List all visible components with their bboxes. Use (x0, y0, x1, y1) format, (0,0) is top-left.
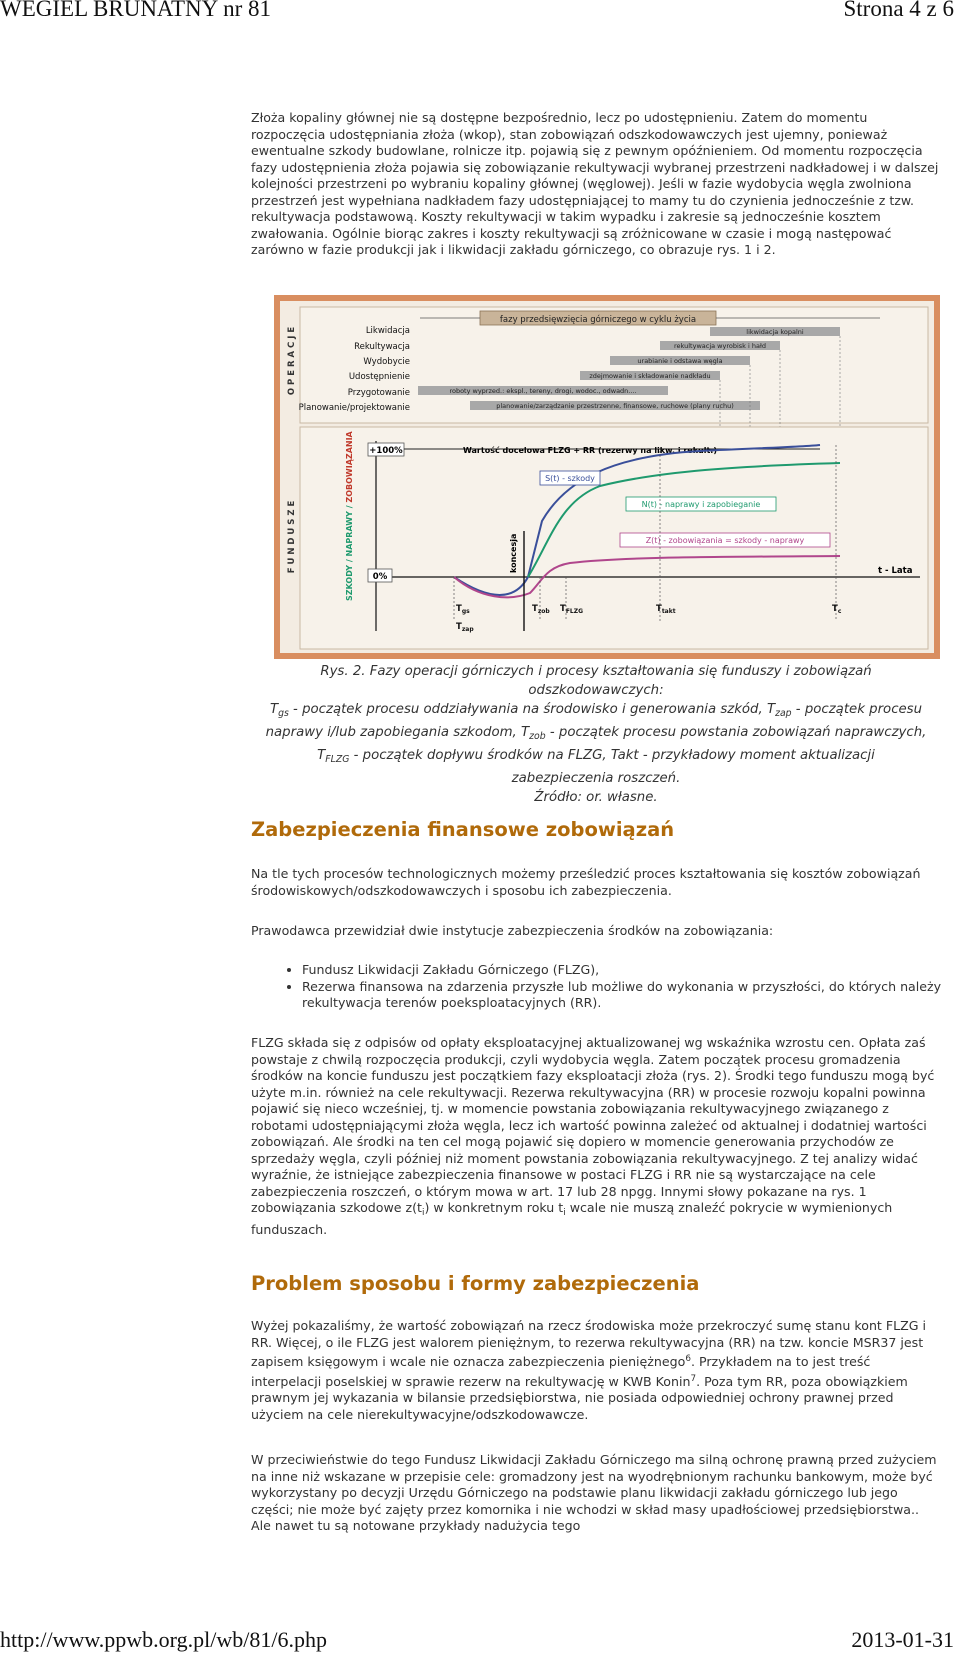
t-gs-label: $T_{gs}$ (456, 604, 470, 615)
phases-banner: fazy przedsięwzięcia górniczego w cyklu życia (499, 315, 697, 325)
bar-rekultywacja-label: rekultywacja wyrobisk i hałd (674, 342, 766, 350)
page-header-pagenum: Strona 4 z 6 (843, 0, 954, 21)
t-zap-label: $T_{zap}$ (456, 622, 474, 633)
caption-line1: Rys. 2. Fazy operacji górniczych i procesy kształtowania się funduszy i zobowiązań (320, 664, 872, 679)
bar-przygotowanie-label: roboty wyprzed.: ekspl., tereny, drogi, wodoc., odwadn.... (449, 387, 637, 395)
zero-label: 0% (372, 572, 388, 582)
section1-paragraph3: FLZG składa się z odpisów od opłaty eksploatacyjnej aktualizowanej wg wskaźnika wzrostu cen. Opłata zaś powstaje z chwilą rozpoczęcia produkcji, czyli wydobycia węgla. Zatem początek procesu gromadzenia środków na koncie funduszu jest początkiem fazy eksploatacji złoża (rys. 2). Środki tego funduszu mogą być użyte m.in. również na cele rekultywacji. Rezerwa rekultywacyjna (RR) w procesie rozwoju kopalni powinna pojawić się nieco wcześniej, tj. w momencie powstania zobowiązania rekultywacyjnego związanego z robotami udostępniającymi złoża węgla, lecz ich wartość powinna zależeć od aktualnej i dodatniej wartości zobowiązań. Ale środki na ten cel mogą pojawić się dopiero w momencie generowania przychodów ze sprzedaży węgla, czyli później niż moment powstania zobowiązania rekultywacyjnego. Z tej analizy widać wyraźnie, że istniejące zabezpieczenia finansowe w postaci FLZG i RR nie są wystarczające na cele zabezpieczenia roszczeń, o którym mowa w art. 17 lub 28 npgg. Innymi słowy pokazane na rys. 1 zobowiązania szkodowe $z(t_i)$ w konkretnym roku $t_i$ wcale nie muszą znaleźć pokrycie w wymienionych funduszach. (251, 1035, 935, 1237)
section1-paragraph1: Na tle tych procesów technologicznych możemy prześledzić proces kształtowania się kosztów zobowiązań środowiskowych/odszkodowawczych i sposobu ich zabezpieczenia. (251, 866, 921, 898)
t-c-label: $T_c$ (832, 604, 842, 615)
t-flzg-label: $T_{FLZG}$ (560, 604, 584, 615)
fundusze-label: F U N D U S Z E (287, 500, 297, 574)
koncesja-label: koncesja (509, 533, 518, 573)
figure-body (280, 301, 934, 653)
section-title-problem: Problem sposobu i formy zabezpieczenia (251, 1272, 700, 1295)
caption-source: Źródło: or. własne. (534, 790, 658, 805)
funds-panel (300, 427, 928, 649)
list-item: • Fundusz Likwidacji Zakładu Górniczego (FLZG), (302, 962, 960, 979)
op-likwidacja: Likwidacja (365, 326, 410, 336)
bar-wydobycie-label: urabianie i odstawa węgla (637, 357, 723, 365)
figure-caption (251, 662, 941, 807)
op-przygotowanie: Przygotowanie (347, 388, 410, 398)
caption-line3: $T_{gs}$ - początek procesu oddziaływania na środowisko i generowania szkód, $T_{zap}$ - początek procesu (269, 702, 923, 719)
figure-diagram (280, 301, 934, 653)
bar-udostepnienie-label: zdejmowanie i składowanie nadkładu (589, 372, 711, 380)
page-footer-url[interactable]: http://www.ppwb.org.pl/wb/81/6.php (0, 1627, 327, 1652)
t-zob-label: $T_{zob}$ (532, 604, 550, 615)
op-udostepnienie: Udostępnienie (348, 372, 410, 382)
section1-paragraph2: Prawodawca przewidział dwie instytucje zabezpieczenia środków na zobowiązania: (251, 923, 774, 938)
instruments-list (251, 962, 960, 1012)
section2-paragraph1: Wyżej pokazaliśmy, że wartość zobowiązań na rzecz środowiska może przekroczyć sumę stanu kont FLZG i RR. Więcej, o ile FLZG jest walorem pieniężnym, to rezerwa rekultywacyjna (RR) na tzw. koncie MSR37 jest zapisem księgowym i wcale nie oznacza zabezpieczenia pieniężnego$^6$. Przykładem na to jest treść interpelacji poselskiej w sprawie rezerw na rekultywację w KWB Konin$^7$. Poza tym RR, poza obowiązkiem prawnym jej wykazania w bilansie przedsiębiorstwa, nie posiada odpowiedniej ochrony prawnej przed użyciem na cele nierekultywacyjne/odszkodowawcze. (251, 1318, 927, 1422)
operacje-label: O P E R A C J E (287, 326, 297, 396)
caption-line5: $T_{FLZG}$ - początek dopływu środków na FLZG, Takt - przykładowy moment aktualizacji (317, 748, 875, 765)
list-item: • Rezerwa finansowa na zdarzenia przyszłe lub możliwe do wykonania w przyszłości, do których należy rekultywacja terenów poeksploatacyjnych (RR). (302, 979, 960, 1012)
bar-planowanie-label: planowanie/zarządzanie przestrzenne, finansowe, ruchowe (plany ruchu) (496, 402, 734, 410)
figure-frame (274, 295, 940, 659)
caption-line2: odszkodowawczych: (528, 683, 664, 698)
op-rekultywacja: Rekultywacja (354, 342, 410, 352)
target-value-label: Wartość docelowa FLZG + RR (rezerwy na likw. i rekult.) (462, 446, 718, 455)
y-axis-label: SZKODY / NAPRAWY / ZOBOWIĄZANIA (345, 431, 354, 601)
intro-paragraph: Złoża kopaliny głównej nie są dostępne bezpośrednio, lecz po udostępnieniu. Zatem do momentu rozpoczęcia udostępniania złoża (wkop), stan zobowiązań odszkodowawczych jest ujemny, ponieważ ewentualne szkody budowlane, rolnicze itp. pojawią się z pewnym opóźnieniem. Od momentu rozpoczęcia fazy udostępnienia złoża pojawia się zobowiązanie rekultywacji wybranej przestrzeni nadkładowej i w dalszej kolejności przestrzeni po wybraniu kopaliny głównej (węglowej). Jeśli w fazie wydobycia węgla zwolniona przestrzeń jest wypełniana nadkładem fazy udostępniającej to mamy tu do czynienia jednocześnie z tzw. rekultywacja podstawową. Koszty rekultywacji w takim wypadku i zakresie są jednocześnie kosztem zwałowania. Ogólnie biorąc zakres i koszty rekultywacji są zróżnicowane w czasie i mogą następować zarówno w fazie produkcji jak i likwidacji zakładu górniczego, co obrazuje rys. 1 i 2. (251, 110, 939, 257)
n-label: N(t) - naprawy i zapobieganie (641, 500, 761, 509)
plus100-label: +100% (369, 446, 403, 456)
s-label: S(t) - szkody (545, 474, 595, 483)
caption-line4: naprawy i/lub zapobiegania szkodom, $T_{zob}$ - początek procesu powstania zobowiązań naprawczych, (265, 725, 927, 742)
section2-paragraph2: W przeciwieństwie do tego Fundusz Likwidacji Zakładu Górniczego ma silną ochronę prawną przed zużyciem na inne niż wskazane w przepisie cele: gromadzony jest na wyodrębnionym rachunku bankowym, może być wykorzystany po decyzji Urzędu Górniczego na podstawie planu likwidacji zakładu górniczego lub jego części; nie może być zajęty przez komornika i nie wchodzi w skład masy upadłościowej przedsiębiorstwa.. Ale nawet tu są notowane przykłady nadużycia tego (251, 1452, 937, 1533)
t-lata-label: t - Lata (878, 566, 913, 576)
t-takt-label: $T_{takt}$ (656, 604, 676, 615)
page-footer-date: 2013-01-31 (851, 1627, 954, 1652)
caption-line6: zabezpieczenia roszczeń. (511, 771, 681, 786)
section-title-zabezpieczenia: Zabezpieczenia finansowe zobowiązań (251, 818, 675, 841)
page-header-title: WEGIEL BRUNATNY nr 81 (0, 0, 272, 21)
op-planowanie: Planowanie/projektowanie (298, 403, 410, 413)
bar-likwidacja-label: likwidacja kopalni (746, 328, 804, 336)
op-wydobycie: Wydobycie (363, 357, 410, 367)
z-label: Z(t) - zobowiązania = szkody - naprawy (645, 536, 805, 545)
